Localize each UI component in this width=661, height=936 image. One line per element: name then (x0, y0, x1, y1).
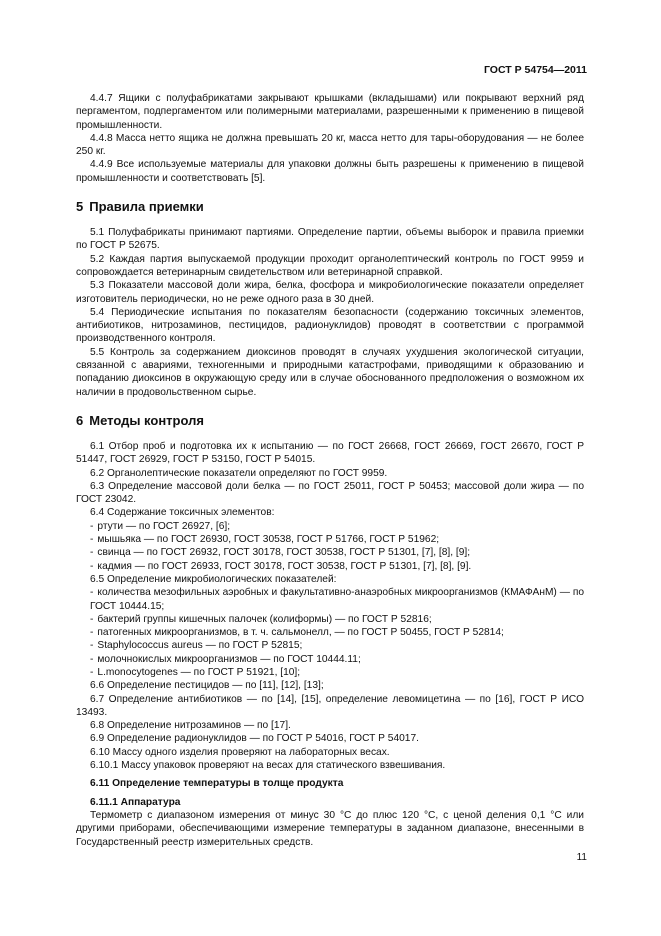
clause-4-4-9: 4.4.9 Все используемые материалы для упаковки должны быть разрешены к применению в пищевой промышленности и соответствовать [5]. (76, 159, 584, 184)
page-number: 11 (576, 852, 587, 863)
section-6-title: Методы контроля (89, 412, 204, 428)
clause-6-10: 6.10 Массу одного изделия проверяют на лабораторных весах. (90, 746, 390, 758)
clause-6-2: 6.2 Органолептические показатели определяют по ГОСТ 9959. (90, 467, 388, 479)
clause-4-4-7: 4.4.7 Ящики с полуфабрикатами закрывают крышками (вкладышами) или покрывают верхний ряд пергаментом, подпергаментом или полимерными материалами, разрешенными к применению в пищевой промышленности. (76, 93, 584, 131)
clause-5-1: 5.1 Полуфабрикаты принимают партиями. Определение партии, объемы выборок и правила приемки по ГОСТ Р 52675. (76, 227, 584, 252)
list-item: - молочнокислых микроорганизмов — по ГОСТ 10444.11; (90, 653, 361, 665)
clause-6-10-1: 6.10.1 Массу упаковок проверяют на весах для статического взвешивания. (90, 760, 446, 772)
list-item: - мышьяка — по ГОСТ 26930, ГОСТ 30538, ГОСТ Р 51766, ГОСТ Р 51962; (90, 534, 440, 546)
clause-5-5: 5.5 Контроль за содержанием диоксинов проводят в случаях ухудшения экологической ситуации, связанной с авариями, техногенными и природными катастрофами, приводящими к образованию и попаданию диоксинов в окружающую среду или в случае обоснованного предположения о возможном их наличии в продовольственном сырье. (76, 346, 584, 398)
toxic-lead: свинца — по ГОСТ 26932, ГОСТ 30178, ГОСТ 30538, ГОСТ Р 51301, [7], [8], [9]; (97, 547, 471, 559)
micro-coliforms: бактерий группы кишечных палочек (колиформы) — по ГОСТ Р 52816; (97, 613, 432, 625)
clause-6-11-1-heading: 6.11.1 Аппаратура (90, 796, 181, 808)
micro-pathogens: патогенных микроорганизмов, в т. ч. сальмонелл, — по ГОСТ Р 50455, ГОСТ Р 52814; (97, 627, 504, 639)
section-5-title: Правила приемки (89, 199, 204, 215)
clause-5-3: 5.3 Показатели массовой доли жира, белка, фосфора и микробиологические показатели определяет изготовитель периодически, но не реже одного раза в 30 дней. (76, 280, 584, 305)
micro-staphylococcus: Staphylococcus aureus — по ГОСТ Р 52815; (97, 640, 303, 652)
list-item: - кадмия — по ГОСТ 26933, ГОСТ 30178, ГОСТ 30538, ГОСТ Р 51301, [7], [8], [9]. (90, 560, 472, 572)
micro-listeria: L.monocytogenes — по ГОСТ Р 51921, [10]; (97, 666, 301, 678)
list-item: - L.monocytogenes — по ГОСТ Р 51921, [10]; (90, 666, 301, 678)
toxic-cadmium: кадмия — по ГОСТ 26933, ГОСТ 30178, ГОСТ 30538, ГОСТ Р 51301, [7], [8], [9]. (97, 560, 472, 572)
clause-6-8: 6.8 Определение нитрозаминов — по [17]. (90, 720, 291, 732)
clause-6-4: 6.4 Содержание токсичных элементов: (90, 507, 275, 519)
list-item: - свинца — по ГОСТ 26932, ГОСТ 30178, ГОСТ 30538, ГОСТ Р 51301, [7], [8], [9]; (90, 547, 471, 559)
clause-6-6: 6.6 Определение пестицидов — по [11], [12], [13]; (90, 680, 324, 692)
list-item: - Staphylococcus aureus — по ГОСТ Р 52815; (90, 640, 303, 652)
list-item: - количества мезофильных аэробных и факультативно-анаэробных микроорганизмов (КМАФАнМ) — по ГОСТ 10444.15; (90, 587, 584, 612)
clause-5-2: 5.2 Каждая партия выпускаемой продукции проходит органолептический контроль по ГОСТ 9959 и сопровождается ветеринарным свидетельством или ветеринарной справкой. (76, 253, 584, 278)
clause-6-9: 6.9 Определение радионуклидов — по ГОСТ Р 54016, ГОСТ Р 54017. (90, 733, 419, 745)
clause-6-11-1-text: Термометр с диапазоном измерения от минус 30 °С до плюс 120 °С, с ценой деления 0,1 °С или другими приборами, обеспечивающими измерение температуры в заданном диапазоне, внесенными в Государственный реестр измерительных средств. (76, 809, 584, 848)
clause-6-11-heading: 6.11 Определение температуры в толще продукта (90, 778, 344, 790)
list-item: - патогенных микроорганизмов, в т. ч. сальмонелл, — по ГОСТ Р 50455, ГОСТ Р 52814; (90, 627, 504, 639)
clause-6-7: 6.7 Определение антибиотиков — по [14], [15], определение левомицетина — по [16], ГОСТ Р ИСО 13493. (76, 693, 584, 718)
section-5-number: 5 (76, 199, 84, 215)
list-item: - ртути — по ГОСТ 26927, [6]; (90, 520, 231, 532)
clause-6-5: 6.5 Определение микробиологических показателей: (90, 573, 337, 585)
toxic-mercury: ртути — по ГОСТ 26927, [6]; (97, 520, 231, 532)
document-code-header: ГОСТ Р 54754—2011 (483, 64, 587, 76)
micro-kmafanm: количества мезофильных аэробных и факультативно-анаэробных микроорганизмов (КМАФАнМ) — по ГОСТ 10444.15; (90, 587, 584, 612)
section-5-heading (76, 199, 584, 215)
clause-5-4: 5.4 Периодические испытания по показателям безопасности (содержанию токсичных элементов, антибиотиков, нитрозаминов, пестицидов, радионуклидов) проводят в соответствии с программой производственного контроля. (76, 306, 584, 345)
section-6-heading (76, 413, 584, 429)
page-content (76, 92, 584, 849)
clause-6-1: 6.1 Отбор проб и подготовка их к испытанию — по ГОСТ 26668, ГОСТ 26669, ГОСТ 26670, ГОСТ Р 51447, ГОСТ 26929, ГОСТ Р 53150, ГОСТ Р 54015. (76, 440, 584, 466)
micro-lactic: молочнокислых микроорганизмов — по ГОСТ 10444.11; (97, 653, 361, 665)
list-item: - бактерий группы кишечных палочек (колиформы) — по ГОСТ Р 52816; (90, 613, 432, 625)
toxic-arsenic: мышьяка — по ГОСТ 26930, ГОСТ 30538, ГОСТ Р 51766, ГОСТ Р 51962; (97, 534, 440, 546)
clause-6-3: 6.3 Определение массовой доли белка — по ГОСТ 25011, ГОСТ Р 50453; массовой доли жира — по ГОСТ 23042. (76, 480, 584, 506)
clause-4-4-8: 4.4.8 Масса нетто ящика не должна превышать 20 кг, масса нетто для тары-оборудования — не более 250 кг. (76, 132, 584, 158)
section-6-number: 6 (76, 412, 84, 428)
